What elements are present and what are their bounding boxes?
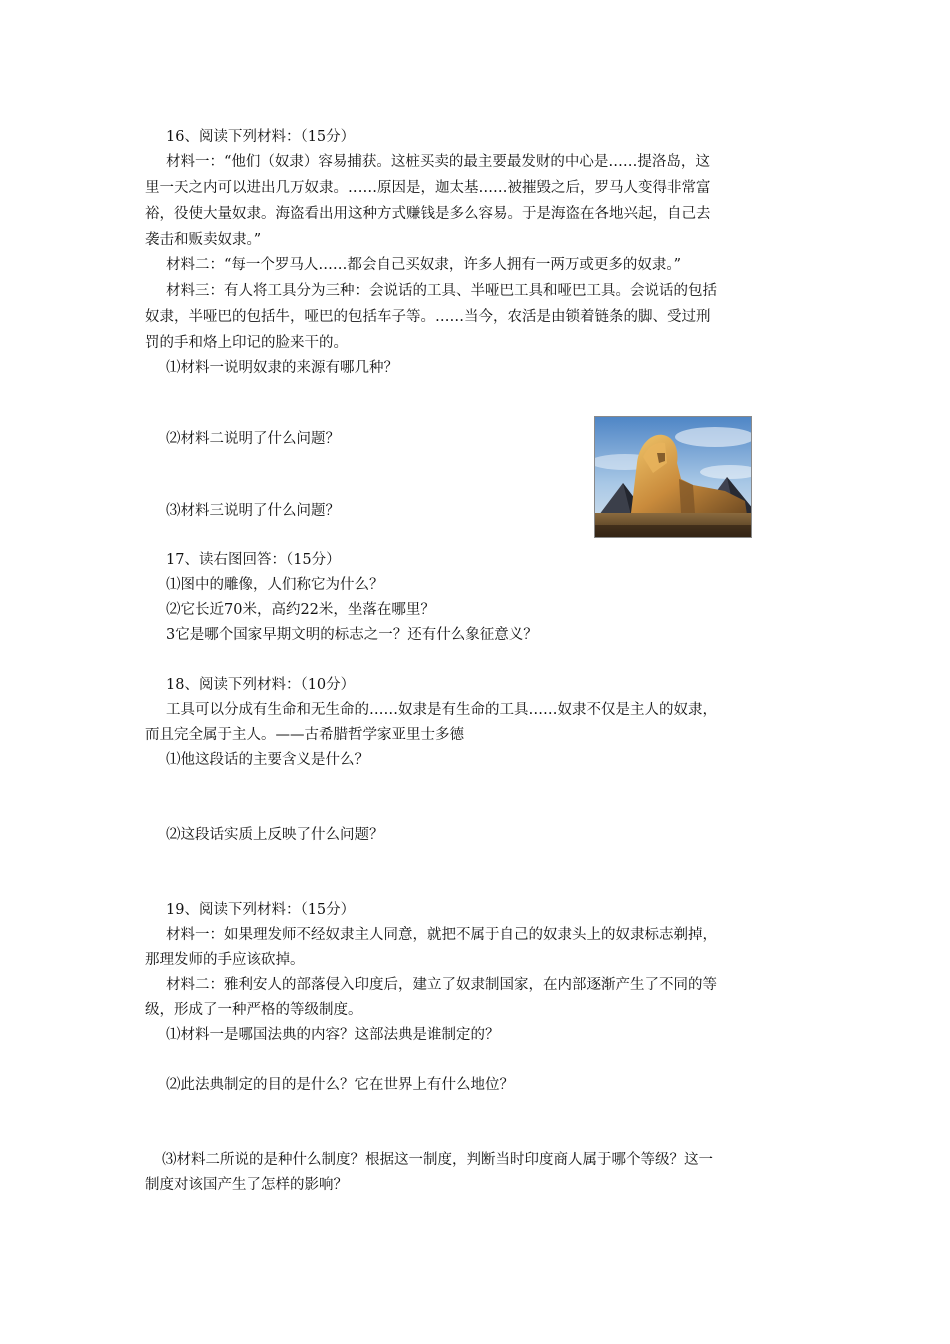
q19-subquestion-3-line2: 制度对该国产生了怎样的影响？ bbox=[145, 1177, 348, 1193]
q17-subquestion-1: ⑴图中的雕像，人们称它为什么？ bbox=[166, 577, 384, 593]
q16-subquestion-2: ⑵材料二说明了什么问题？ bbox=[166, 431, 340, 447]
sphinx-image bbox=[595, 417, 752, 538]
q16-material3-line2: 奴隶，半哑巴的包括牛，哑巴的包括车子等。……当今，农活是由锁着链条的脚、受过刑 bbox=[145, 309, 711, 325]
q17-heading: 17、读右图回答：（15分） bbox=[166, 552, 341, 568]
q19-material2-line1: 材料二：雅利安人的部落侵入印度后，建立了奴隶制国家，在内部逐渐产生了不同的等 bbox=[166, 977, 717, 993]
q19-subquestion-2: ⑵此法典制定的目的是什么？它在世界上有什么地位？ bbox=[166, 1077, 514, 1093]
q19-subquestion-1: ⑴材料一是哪国法典的内容？这部法典是谁制定的？ bbox=[166, 1027, 500, 1043]
q16-material1-line3: 裕，役使大量奴隶。海盗看出用这种方式赚钱是多么容易。于是海盗在各地兴起，自己去 bbox=[145, 206, 711, 222]
q18-quote-line2: 而且完全属于主人。——古希腊哲学家亚里士多德 bbox=[145, 727, 464, 743]
sphinx-photo bbox=[594, 416, 752, 538]
q16-material2: 材料二：“每一个罗马人……都会自己买奴隶，许多人拥有一两万或更多的奴隶。” bbox=[166, 257, 682, 273]
q18-subquestion-1: ⑴他这段话的主要含义是什么？ bbox=[166, 752, 369, 768]
q16-material1-line4: 袭击和贩卖奴隶。” bbox=[145, 232, 262, 248]
q18-subquestion-2: ⑵这段话实质上反映了什么问题？ bbox=[166, 827, 384, 843]
q18-heading: 18、阅读下列材料：（10分） bbox=[166, 677, 356, 693]
q16-material1-line1: 材料一：“他们（奴隶）容易捕获。这桩买卖的最主要最发财的中心是……提洛岛，这 bbox=[166, 154, 710, 170]
q16-heading: 16、阅读下列材料：（15分） bbox=[166, 129, 356, 145]
q18-quote-line1: 工具可以分成有生命和无生命的……奴隶是有生命的工具……奴隶不仅是主人的奴隶， bbox=[166, 702, 717, 718]
q19-material2-line2: 级，形成了一种严格的等级制度。 bbox=[145, 1002, 363, 1018]
q19-heading: 19、阅读下列材料：（15分） bbox=[166, 902, 356, 918]
q16-material3-line3: 罚的手和烙上印记的脸来干的。 bbox=[145, 335, 348, 351]
q19-material1-line1: 材料一：如果理发师不经奴隶主人同意，就把不属于自己的奴隶头上的奴隶标志剃掉， bbox=[166, 927, 717, 943]
q19-material1-line2: 那理发师的手应该砍掉。 bbox=[145, 952, 305, 968]
q17-subquestion-3: 3它是哪个国家早期文明的标志之一？还有什么象征意义？ bbox=[166, 627, 538, 643]
q16-subquestion-1: ⑴材料一说明奴隶的来源有哪几种？ bbox=[166, 360, 398, 376]
q16-material1-line2: 里一天之内可以进出几万奴隶。……原因是，迦太基……被摧毁之后，罗马人变得非常富 bbox=[145, 180, 711, 196]
q17-subquestion-2: ⑵它长近70米，高约22米，坐落在哪里？ bbox=[166, 602, 435, 618]
q19-subquestion-3-line1: ⑶材料二所说的是种什么制度？根据这一制度，判断当时印度商人属于哪个等级？这一 bbox=[162, 1152, 713, 1168]
q16-subquestion-3: ⑶材料三说明了什么问题？ bbox=[166, 503, 340, 519]
q16-material3-line1: 材料三：有人将工具分为三种：会说话的工具、半哑巴工具和哑巴工具。会说话的包括 bbox=[166, 283, 717, 299]
